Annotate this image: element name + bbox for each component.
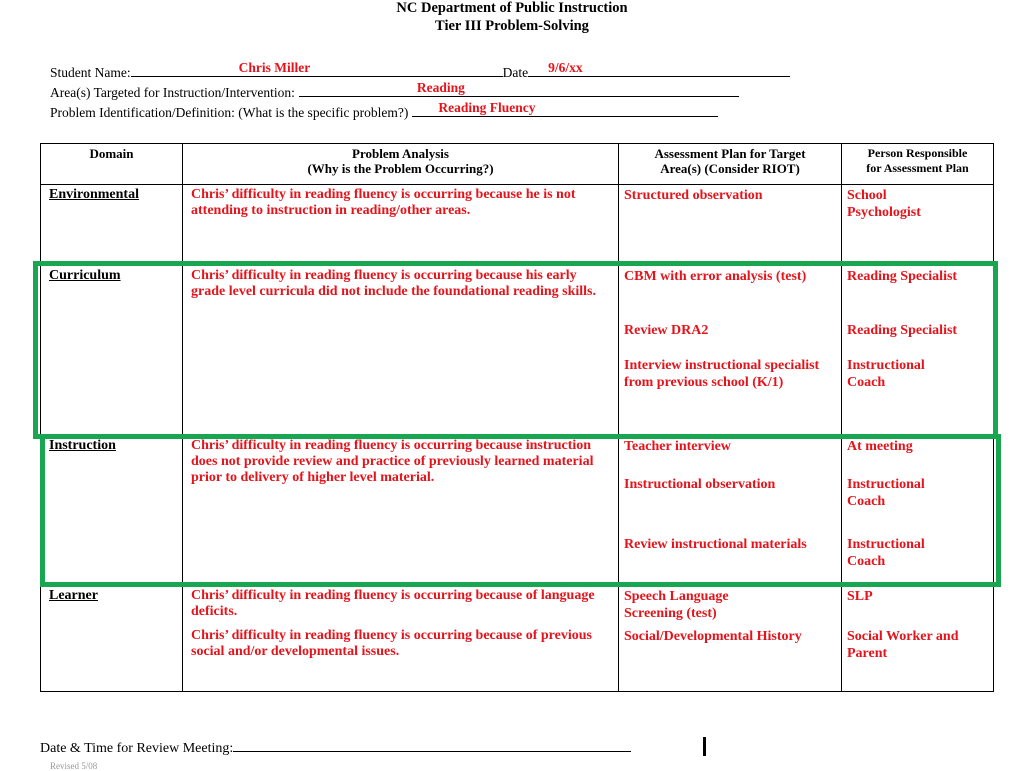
student-name-label: Student Name: — [50, 65, 131, 80]
person-learner — [842, 586, 994, 692]
table-row-instruction — [41, 436, 994, 586]
assessment-item: Teacher interview — [624, 439, 731, 454]
analysis-learner — [183, 586, 619, 692]
student-name-value: Chris Miller — [238, 60, 311, 75]
person-environmental — [842, 185, 994, 266]
area-value: Reading — [416, 80, 465, 95]
header-assessment-plan: Assessment Plan for Target Area(s) (Consider RIOT) — [619, 144, 842, 185]
domain-instruction: Instruction — [41, 436, 183, 586]
person-item: Instructional Coach — [847, 537, 925, 569]
table-header-row — [41, 144, 994, 185]
problem-field[interactable] — [412, 102, 718, 117]
area-label: Area(s) Targeted for Instruction/Intervention: — [50, 85, 295, 100]
agency-title: NC Department of Public Instruction — [396, 0, 628, 16]
assessment-item: Instructional observation — [624, 477, 776, 492]
assessment-item: Interview instructional specialist from previous school (K/1) — [624, 358, 820, 390]
person-item: School Psychologist — [847, 188, 921, 220]
problem-value: Reading Fluency — [438, 100, 536, 115]
domain-learner: Learner — [41, 586, 183, 692]
assessment-item: Structured observation — [624, 188, 763, 203]
domain-curriculum: Curriculum — [41, 266, 183, 436]
student-name-field[interactable] — [131, 62, 503, 77]
person-instruction — [842, 436, 994, 586]
date-label: Date — [502, 65, 529, 80]
area-line — [50, 82, 739, 101]
analysis-item: Chris’ difficulty in reading fluency is occurring because of previous social and/or developmental issues. — [191, 628, 592, 659]
revised-note: Revised 5/08 — [50, 761, 98, 771]
problem-line — [50, 102, 718, 121]
problem-solving-table — [40, 143, 994, 692]
person-item: Instructional Coach — [847, 358, 925, 390]
student-name-line — [50, 62, 790, 81]
header-domain: Domain — [41, 144, 183, 185]
analysis-instruction: Chris’ difficulty in reading fluency is occurring because instruction does not provide review and practice of previously learned material prior to delivery of higher level material. — [183, 436, 619, 586]
analysis-environmental: Chris’ difficulty in reading fluency is occurring because he is not attending to instruction in reading/other areas. — [183, 185, 619, 266]
review-meeting-field[interactable] — [233, 737, 631, 752]
assessment-item: Review DRA2 — [624, 323, 709, 338]
analysis-curriculum: Chris’ difficulty in reading fluency is occurring because his early grade level curricula did not include the foundational reading skills. — [183, 266, 619, 436]
person-item: SLP — [847, 589, 873, 604]
person-item: Reading Specialist — [847, 323, 958, 338]
assessment-curriculum — [619, 266, 842, 436]
analysis-item: Chris’ difficulty in reading fluency is occurring because of language deficits. — [191, 588, 595, 619]
assessment-item: Speech Language Screening (test) — [624, 589, 729, 621]
assessment-item: Review instructional materials — [624, 537, 807, 552]
review-meeting-line — [40, 737, 631, 757]
area-field[interactable] — [299, 82, 739, 97]
table-row-environmental — [41, 185, 994, 266]
domain-environmental: Environmental — [41, 185, 183, 266]
table-row-learner — [41, 586, 994, 692]
assessment-item: Social/Developmental History — [624, 629, 802, 644]
text-cursor — [703, 737, 706, 756]
person-item: Social Worker and Parent — [847, 629, 959, 661]
assessment-item: CBM with error analysis (test) — [624, 269, 807, 284]
review-meeting-label: Date & Time for Review Meeting: — [40, 741, 234, 756]
problem-label: Problem Identification/Definition: (What is the specific problem?) — [50, 105, 409, 120]
form-title: Tier III Problem-Solving — [435, 18, 589, 34]
assessment-learner — [619, 586, 842, 692]
person-curriculum — [842, 266, 994, 436]
date-value: 9/6/xx — [548, 60, 583, 75]
assessment-instruction — [619, 436, 842, 586]
date-field[interactable] — [528, 62, 790, 77]
person-item: Reading Specialist — [847, 269, 958, 284]
person-item: At meeting — [847, 439, 913, 454]
person-item: Instructional Coach — [847, 477, 925, 509]
header-problem-analysis: Problem Analysis (Why is the Problem Occurring?) — [183, 144, 619, 185]
assessment-environmental — [619, 185, 842, 266]
table-row-curriculum — [41, 266, 994, 436]
header-person-responsible: Person Responsible for Assessment Plan — [842, 144, 994, 185]
